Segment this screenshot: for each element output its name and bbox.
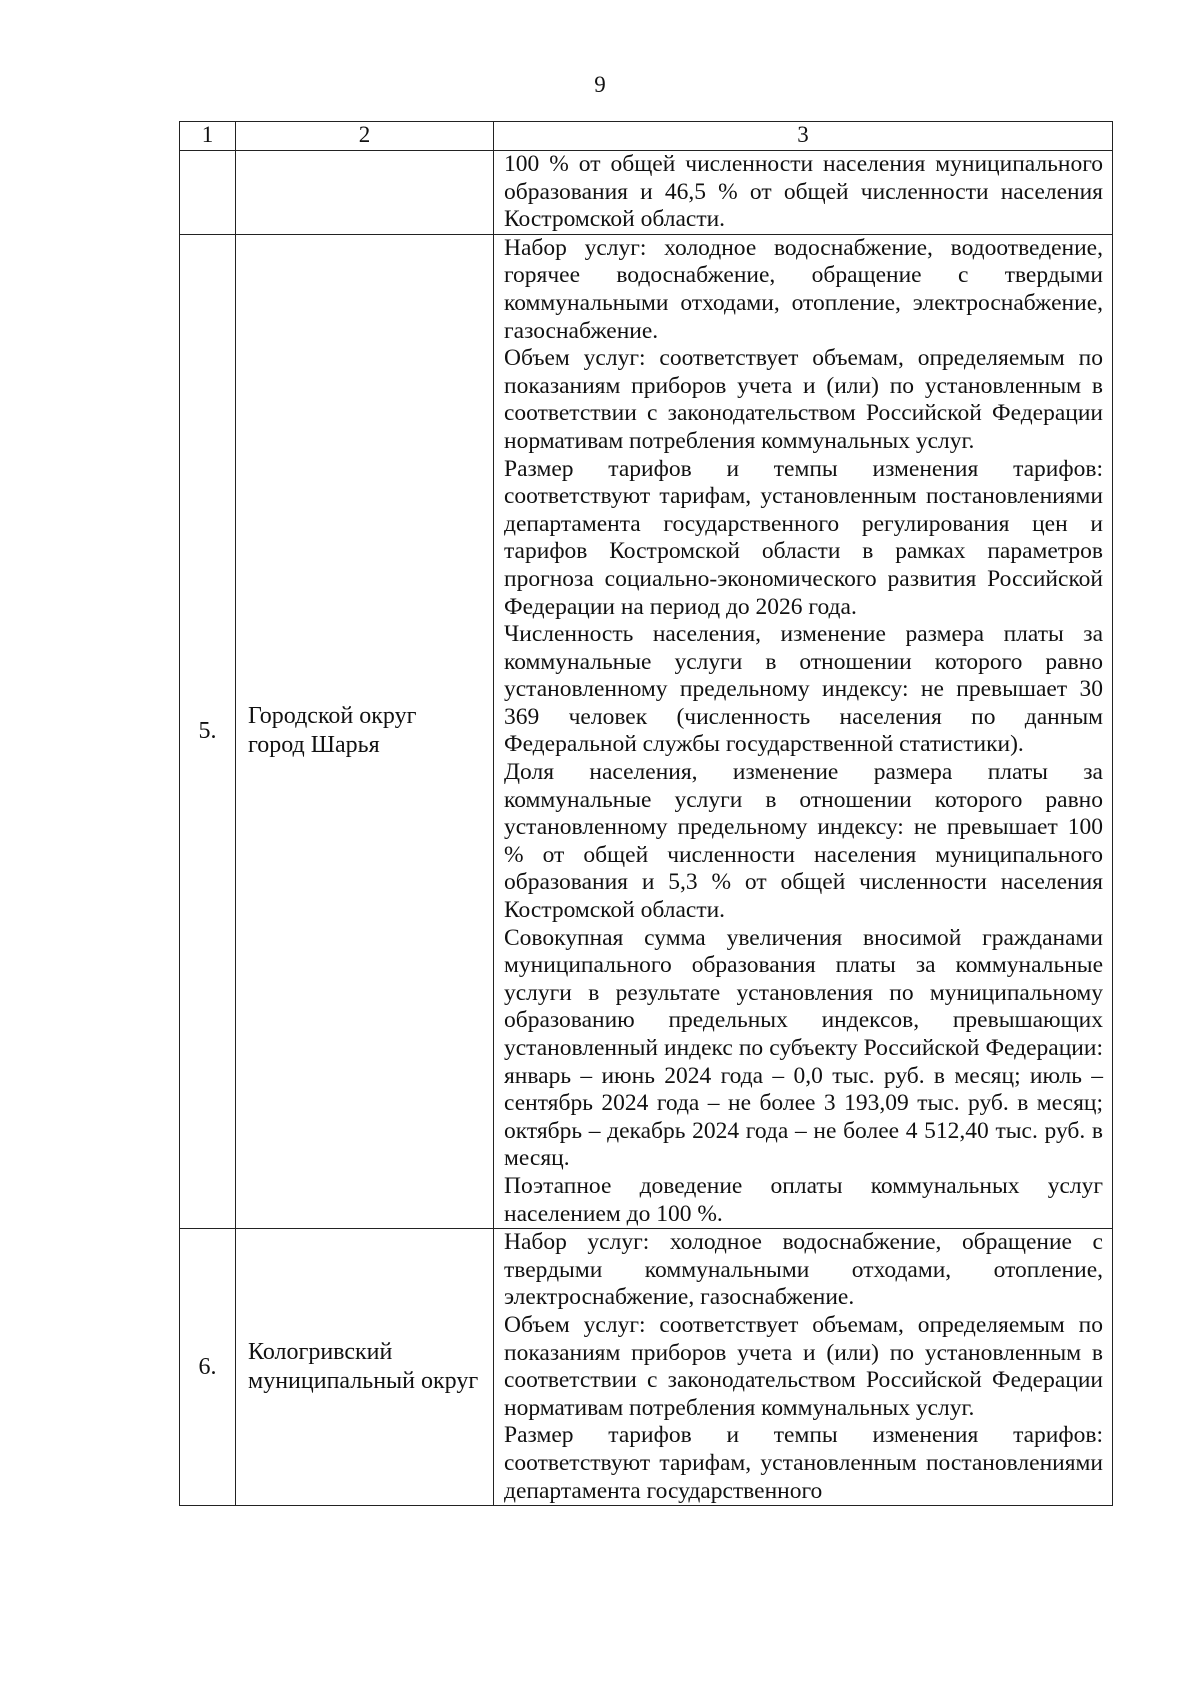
description-paragraph: Совокупная сумма увеличения вносимой гражданами муниципального образования платы за коммунальные услуги в результате установления по муниципальному образованию предельных индексов, превышающих установленный индекс по субъекту Российской Федерации: январь – июнь 2024 года – 0,0 тыс. руб. в месяц; июль – сентябрь 2024 года – не более 3 193,09 тыс. руб. в месяц; октябрь – декабрь 2024 года – не более 4 512,40 тыс. руб. в месяц. (504, 924, 1103, 1172)
description-paragraph: Поэтапное доведение оплаты коммунальных услуг населением до 100 %. (504, 1172, 1103, 1227)
description-paragraph: Размер тарифов и темпы изменения тарифов: соответствуют тарифам, установленным постановлениями департамента государственного (504, 1422, 1103, 1504)
municipality-name-line: город Шарья (248, 732, 380, 759)
description-paragraph: Набор услуг: холодное водоснабжение, обращение с твердыми коммунальными отходами, отопление, электроснабжение, газоснабжение. (504, 1229, 1103, 1311)
row-number: 5. (180, 234, 236, 1228)
table-row (180, 151, 1113, 235)
table-row (180, 234, 1113, 1228)
table-header-row (180, 122, 1113, 151)
description-paragraph: Численность населения, изменение размера платы за коммунальные услуги в отношении которого равно установленному предельному индексу: не превышает 30 369 человек (численность населения по данным Федеральной службы государственной статистики). (504, 621, 1103, 758)
municipality-name (236, 1229, 494, 1506)
description-paragraph: Размер тарифов и темпы изменения тарифов: соответствуют тарифам, установленным постановлениями департамента государственного регулирования цен и тарифов Костромской области в рамках параметров прогноза социально-экономического развития Российской Федерации на период до 2026 года. (504, 455, 1103, 620)
document-table (179, 121, 1113, 1506)
header-cell-3: 3 (494, 122, 1113, 151)
description-cell (494, 1229, 1113, 1506)
description-paragraph: Объем услуг: соответствует объемам, определяемым по показаниям приборов учета и (или) по установленным в соответствии с законодательством Российской Федерации нормативам потребления коммунальных услуг. (504, 1311, 1103, 1421)
row-number (180, 151, 236, 235)
description-cell (494, 234, 1113, 1228)
row-number: 6. (180, 1229, 236, 1506)
municipality-name-line: муниципальный округ (248, 1368, 479, 1395)
header-cell-1: 1 (180, 122, 236, 151)
description-cell (494, 151, 1113, 235)
description-paragraph: Доля населения, изменение размера платы за коммунальные услуги в отношении которого равно установленному предельному индексу: не превышает 100 % от общей численности населения муниципального образования и 5,3 % от общей численности населения Костромской области. (504, 759, 1103, 924)
municipality-name (236, 151, 494, 235)
table-row (180, 1229, 1113, 1506)
municipality-name-line: Кологривский (248, 1339, 393, 1366)
description-paragraph: Набор услуг: холодное водоснабжение, водоотведение, горячее водоснабжение, обращение с твердыми коммунальными отходами, отопление, электроснабжение, газоснабжение. (504, 234, 1103, 344)
description-paragraph: 100 % от общей численности населения муниципального образования и 46,5 % от общей численности населения Костромской области. (504, 151, 1103, 233)
municipality-name (236, 234, 494, 1228)
page-number: 9 (594, 72, 606, 97)
description-paragraph: Объем услуг: соответствует объемам, определяемым по показаниям приборов учета и (или) по установленным в соответствии с законодательством Российской Федерации нормативам потребления коммунальных услуг. (504, 345, 1103, 454)
header-cell-2: 2 (236, 122, 494, 151)
municipality-name-line: Городской округ (248, 703, 417, 730)
